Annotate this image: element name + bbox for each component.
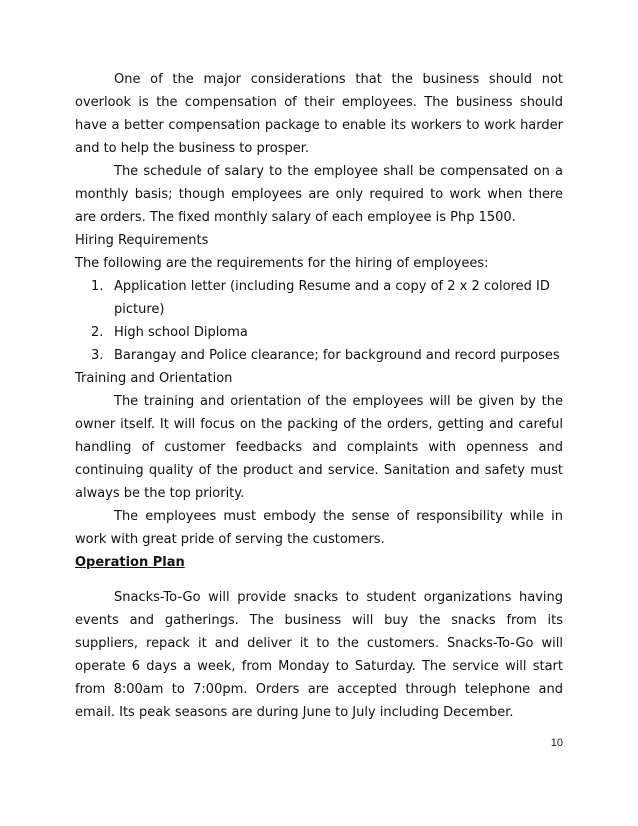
page-number: 10	[550, 737, 563, 749]
list-item-number: 1.	[91, 279, 104, 294]
list-item-text: Application letter (including Resume and a copy of 2 x 2 colored ID picture)	[114, 279, 550, 317]
paragraph-responsibility: The employees must embody the sense of responsibility while in work with great pride of serving the customers.	[75, 509, 563, 547]
heading-training-orientation: Training and Orientation	[75, 371, 233, 386]
heading-hiring-requirements: Hiring Requirements	[75, 233, 209, 248]
list-item	[75, 321, 563, 344]
list-item-number: 3.	[91, 348, 104, 363]
list-item	[75, 344, 563, 367]
paragraph-compensation: One of the major considerations that the business should not overlook is the compensation of their employees. The business should have a better compensation package to enable its workers to work harder and to help the business to prosper.	[75, 72, 563, 156]
paragraph-salary: The schedule of salary to the employee shall be compensated on a monthly basis; though employees are only required to work when there are orders. The fixed monthly salary of each employee is Php 1500.	[75, 164, 563, 225]
list-item-text: High school Diploma	[114, 325, 248, 340]
heading-operation-plan: Operation Plan	[75, 555, 185, 570]
paragraph-operation: Snacks-To-Go will provide snacks to student organizations having events and gatherings. The business will buy the snacks from its suppliers, repack it and deliver it to the customers. Snacks-To-Go will operate 6 days a week, from Monday to Saturday. The service will start from 8:00am to 7:00pm. Orders are accepted through telephone and email. Its peak seasons are during June to July including December.	[75, 590, 563, 720]
paragraph-training: The training and orientation of the employees will be given by the owner itself. It will focus on the packing of the orders, getting and careful handling of customer feedbacks and complaints with openness and continuing quality of the product and service. Sanitation and safety must always be the top priority.	[75, 394, 563, 501]
hiring-intro: The following are the requirements for the hiring of employees:	[75, 256, 489, 271]
list-item-text: Barangay and Police clearance; for background and record purposes	[114, 348, 560, 363]
list-item-number: 2.	[91, 325, 104, 340]
requirements-list	[75, 275, 563, 367]
list-item	[75, 275, 563, 321]
page-body	[75, 68, 563, 724]
